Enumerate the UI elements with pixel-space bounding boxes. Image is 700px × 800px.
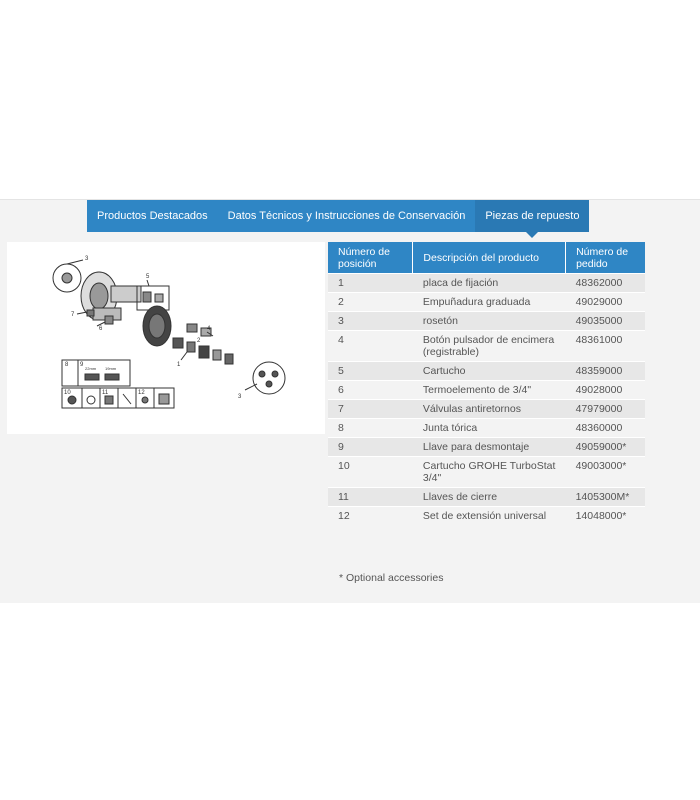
inset-label-22mm: 22mm: [85, 366, 97, 371]
table-row: [328, 457, 645, 488]
cell-description: rosetón: [413, 312, 566, 331]
callout-3-top: 3: [85, 256, 89, 262]
header-order-number: Número de pedido: [566, 242, 645, 274]
cell-description: Empuñadura graduada: [413, 293, 566, 312]
spare-parts-table: [328, 242, 645, 525]
callout-8: 8: [65, 362, 69, 368]
cell-position: 9: [328, 438, 413, 457]
cell-order-number: 14048000*: [566, 507, 645, 526]
table-row: [328, 488, 645, 507]
callout-4: 4: [207, 326, 211, 332]
table-row: [328, 438, 645, 457]
cell-order-number: 48360000: [566, 419, 645, 438]
cell-description: Cartucho GROHE TurboStat 3/4": [413, 457, 566, 488]
cell-position: 5: [328, 362, 413, 381]
cell-description: Válvulas antiretornos: [413, 400, 566, 419]
cell-order-number: 49028000: [566, 381, 645, 400]
callout-12: 12: [138, 390, 145, 396]
optional-accessories-note: * Optional accessories: [339, 572, 444, 584]
header-description: Descripción del producto: [413, 242, 566, 274]
table-row: [328, 419, 645, 438]
cell-description: Cartucho: [413, 362, 566, 381]
tab-spare-parts[interactable]: Piezas de repuesto: [475, 200, 589, 232]
callout-3-bottom: 3: [238, 394, 242, 400]
cell-order-number: 47979000: [566, 400, 645, 419]
tab-featured-products[interactable]: Productos Destacados: [97, 210, 208, 222]
cell-description: Llaves de cierre: [413, 488, 566, 507]
table-row: [328, 507, 645, 526]
cell-order-number: 49029000: [566, 293, 645, 312]
cell-order-number: 49003000*: [566, 457, 645, 488]
callout-5: 5: [146, 274, 150, 280]
tab-bar: [87, 200, 589, 232]
callout-10: 10: [64, 390, 71, 396]
cell-description: Junta tórica: [413, 419, 566, 438]
table-row: [328, 312, 645, 331]
callout-11: 11: [102, 390, 109, 396]
table-row: [328, 381, 645, 400]
cell-description: Botón pulsador de encimera (registrable): [413, 331, 566, 362]
table-row: [328, 274, 645, 293]
tab-technical-data[interactable]: Datos Técnicos y Instrucciones de Conservación: [227, 210, 466, 222]
cell-order-number: 48361000: [566, 331, 645, 362]
table-row: [328, 293, 645, 312]
cell-order-number: 48359000: [566, 362, 645, 381]
cell-position: 4: [328, 331, 413, 362]
callout-2: 2: [197, 338, 201, 344]
cell-order-number: 48362000: [566, 274, 645, 293]
table-row: [328, 362, 645, 381]
cell-order-number: 49035000: [566, 312, 645, 331]
callout-9: 9: [80, 362, 84, 368]
cell-position: 2: [328, 293, 413, 312]
parts-drawing: [7, 242, 325, 434]
cell-description: Termoelemento de 3/4": [413, 381, 566, 400]
callout-7: 7: [71, 312, 75, 318]
inset-label-19mm: 19mm: [105, 366, 117, 371]
callout-1: 1: [177, 362, 181, 368]
cell-order-number: 1405300M*: [566, 488, 645, 507]
table-header-row: [328, 242, 645, 274]
header-position: Número de posición: [328, 242, 413, 274]
cell-order-number: 49059000*: [566, 438, 645, 457]
cell-position: 11: [328, 488, 413, 507]
callout-6: 6: [99, 326, 103, 332]
cell-description: Llave para desmontaje: [413, 438, 566, 457]
cell-description: placa de fijación: [413, 274, 566, 293]
cell-position: 6: [328, 381, 413, 400]
cell-description: Set de extensión universal: [413, 507, 566, 526]
spare-parts-panel: [0, 199, 700, 603]
cell-position: 7: [328, 400, 413, 419]
cell-position: 3: [328, 312, 413, 331]
cell-position: 8: [328, 419, 413, 438]
cell-position: 10: [328, 457, 413, 488]
table-row: [328, 400, 645, 419]
cell-position: 12: [328, 507, 413, 526]
exploded-parts-diagram: [7, 242, 325, 434]
cell-position: 1: [328, 274, 413, 293]
table-row: [328, 331, 645, 362]
